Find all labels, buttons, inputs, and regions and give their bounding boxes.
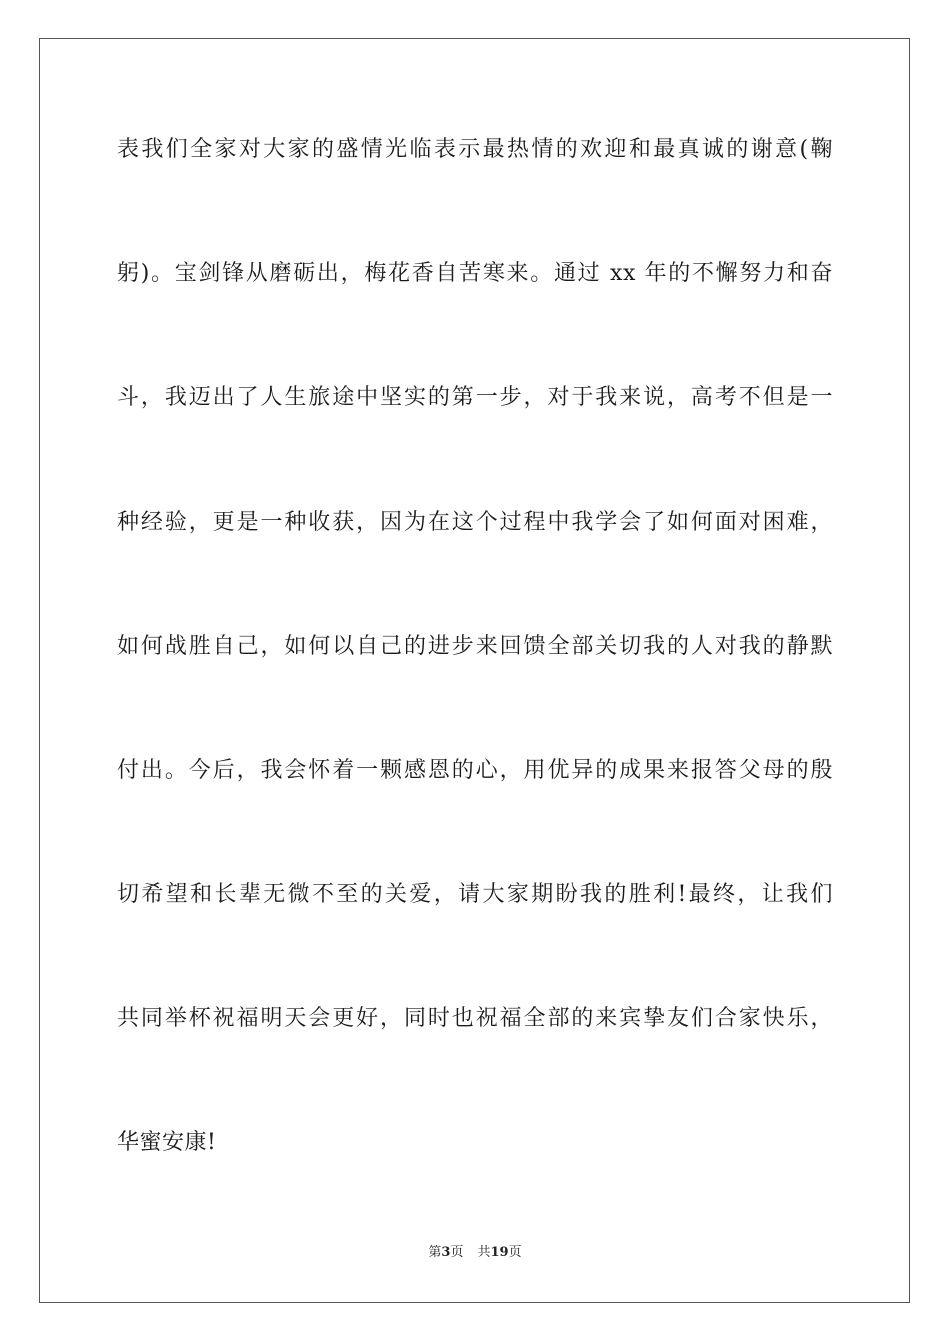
page-prefix: 第: [428, 1245, 442, 1260]
paragraph-line: 斗，我迈出了人生旅途中坚实的第一步，对于我来说，高考不但是一: [117, 385, 833, 410]
total-suffix: 页: [508, 1245, 522, 1260]
page-footer: [0, 1244, 950, 1262]
paragraph-line: 华蜜安康!: [117, 1130, 217, 1155]
page-suffix: 页: [450, 1245, 464, 1260]
current-page-number: 3: [441, 1245, 451, 1260]
paragraph-line: 表我们全家对大家的盛情光临表示最热情的欢迎和最真诚的谢意(鞠: [117, 137, 833, 162]
page-border: [39, 38, 910, 1303]
paragraph-line: 共同举杯祝福明天会更好，同时也祝福全部的来宾挚友们合家快乐，: [117, 1006, 833, 1031]
paragraph-line: 躬)。宝剑锋从磨砺出，梅花香自苦寒来。通过 xx 年的不懈努力和奋: [117, 261, 833, 286]
total-prefix: 共: [477, 1245, 491, 1260]
paragraph-line: 种经验，更是一种收获，因为在这个过程中我学会了如何面对困难，: [117, 510, 833, 535]
paragraph-line: 如何战胜自己，如何以自己的进步来回馈全部关切我的人对我的静默: [117, 634, 833, 659]
paragraph-line: 切希望和长辈无微不至的关爱，请大家期盼我的胜利!最终，让我们: [117, 882, 833, 907]
paragraph-line: 付出。今后，我会怀着一颗感恩的心，用优异的成果来报答父母的殷: [117, 758, 833, 783]
total-pages-number: 19: [490, 1245, 509, 1260]
